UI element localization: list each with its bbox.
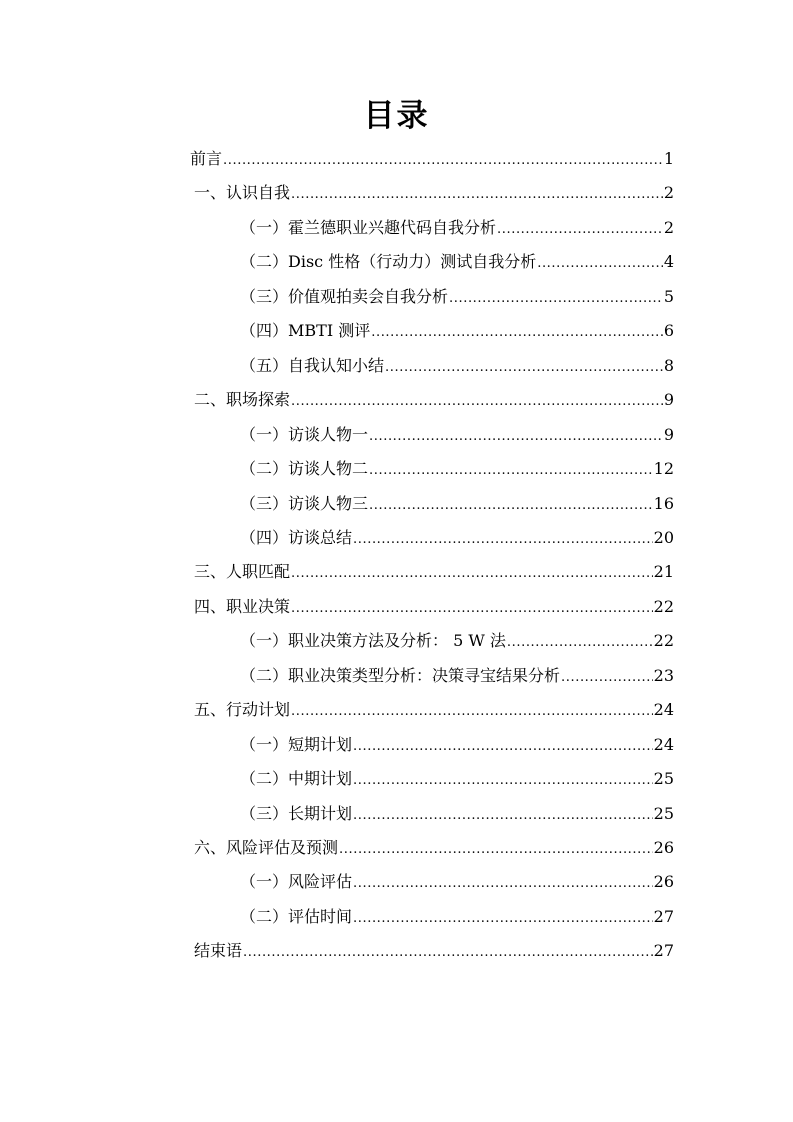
toc-entry-label: （一）访谈人物一 <box>240 424 369 444</box>
toc-entry[interactable] <box>240 521 674 555</box>
toc-dot-leader <box>561 659 653 695</box>
toc-entry-page-number: 26 <box>653 872 674 892</box>
toc-entry[interactable] <box>240 245 674 279</box>
toc-entry-page-number: 27 <box>653 906 674 926</box>
toc-entry-label: （二）评估时间 <box>240 906 353 926</box>
toc-dot-leader <box>291 176 663 212</box>
toc-entry-label: 一、认识自我 <box>194 183 291 203</box>
toc-entry[interactable] <box>240 349 674 383</box>
toc-entry-label: 四、职业决策 <box>194 596 291 616</box>
toc-entry-page-number: 22 <box>653 631 674 651</box>
toc-dot-leader <box>369 487 653 523</box>
toc-entry-page-number: 2 <box>663 183 674 203</box>
toc-entry-page-number: 9 <box>663 390 674 410</box>
toc-dot-leader <box>507 624 653 660</box>
toc-entry[interactable] <box>194 383 674 417</box>
toc-entry-page-number: 4 <box>663 252 674 272</box>
toc-entry[interactable] <box>240 487 674 521</box>
toc-dot-leader <box>371 314 663 350</box>
toc-entry-label: （四）访谈总结 <box>240 527 353 547</box>
toc-entry[interactable] <box>194 934 674 968</box>
toc-entry-page-number: 24 <box>653 700 674 720</box>
toc-entry-page-number: 6 <box>663 321 674 341</box>
toc-entry[interactable] <box>240 314 674 348</box>
toc-entry[interactable] <box>240 762 674 796</box>
toc-entry-page-number: 2 <box>663 217 674 237</box>
toc-entry-label: （一）风险评估 <box>240 872 353 892</box>
toc-dot-leader <box>369 418 663 454</box>
toc-dot-leader <box>291 590 653 626</box>
toc-entry-label: 六、风险评估及预测 <box>194 838 339 857</box>
toc-dot-leader <box>369 452 653 488</box>
toc-entry-page-number: 24 <box>653 734 674 754</box>
toc-entry-label: 五、行动计划 <box>194 700 291 720</box>
toc-entry-label: （五）自我认知小结 <box>240 355 385 375</box>
toc-dot-leader <box>339 831 653 867</box>
toc-entry[interactable] <box>240 211 674 245</box>
toc-dot-leader <box>353 521 653 557</box>
toc-entry-label: （三）长期计划 <box>240 803 353 823</box>
toc-dot-leader <box>291 693 653 729</box>
toc-entry-label: （三）访谈人物三 <box>240 493 369 513</box>
toc-entry-page-number: 8 <box>663 355 674 375</box>
toc-entry-label: （二）中期计划 <box>240 769 353 789</box>
toc-entry[interactable] <box>240 659 674 693</box>
toc-entry-page-number: 5 <box>663 286 674 306</box>
toc-dot-leader <box>449 280 663 316</box>
toc-entry-label: 结束语 <box>194 941 243 961</box>
toc-entry[interactable] <box>240 865 674 899</box>
toc-entry-page-number: 12 <box>653 459 674 479</box>
toc-entry-page-number: 26 <box>653 838 674 857</box>
toc-dot-leader <box>497 211 663 247</box>
toc-dot-leader <box>223 142 663 178</box>
toc-dot-leader <box>385 349 663 385</box>
toc-entry-label: 二、职场探索 <box>194 390 291 410</box>
toc-entry-label: （一）短期计划 <box>240 734 353 754</box>
toc-entry-label: （三）价值观拍卖会自我分析 <box>240 286 449 306</box>
toc-entry[interactable] <box>240 418 674 452</box>
toc-dot-leader <box>353 762 653 798</box>
toc-entry-label: （二）Disc 性格（行动力）测试自我分析 <box>240 252 537 272</box>
toc-entry-page-number: 20 <box>653 527 674 547</box>
toc-entry[interactable] <box>240 797 674 831</box>
toc-entry-page-number: 22 <box>653 596 674 616</box>
page-title: 目录 <box>363 98 430 134</box>
toc-entry[interactable] <box>194 590 674 624</box>
toc-entry-page-number: 9 <box>663 424 674 444</box>
toc-entry-label: （二）职业决策类型分析：决策寻宝结果分析 <box>240 665 561 685</box>
toc-dot-leader <box>537 245 663 281</box>
toc-entry-page-number: 25 <box>653 769 674 789</box>
toc-dot-leader <box>291 555 653 591</box>
toc-entry-page-number: 21 <box>653 562 674 582</box>
toc-entry[interactable] <box>240 728 674 762</box>
toc-dot-leader <box>291 383 663 419</box>
toc-entry[interactable] <box>194 693 674 727</box>
toc-dot-leader <box>353 865 653 901</box>
toc-dot-leader <box>353 728 653 764</box>
toc-entry[interactable] <box>194 831 674 865</box>
toc-entry[interactable] <box>240 452 674 486</box>
toc-entry-label: （四）MBTI 测评 <box>240 321 371 341</box>
toc-entry-label: （一）职业决策方法及分析： 5 W 法 <box>240 631 506 651</box>
toc-entry-label: （一）霍兰德职业兴趣代码自我分析 <box>240 217 497 237</box>
toc-entry-label: 三、人职匹配 <box>194 562 291 582</box>
toc-entry-page-number: 23 <box>653 665 674 685</box>
toc-entry[interactable] <box>240 900 674 934</box>
toc-dot-leader <box>243 934 653 970</box>
toc-entry-page-number: 25 <box>653 803 674 823</box>
toc-entry-page-number: 27 <box>653 941 674 961</box>
toc-entry[interactable] <box>240 624 674 658</box>
toc-entry-page-number: 16 <box>653 493 674 513</box>
toc-entry-label: 前言 <box>190 149 223 168</box>
toc-dot-leader <box>353 797 653 833</box>
toc-entry-page-number: 1 <box>663 149 674 168</box>
toc-entry[interactable] <box>190 142 674 176</box>
toc-entry[interactable] <box>194 555 674 589</box>
toc-dot-leader <box>353 900 653 936</box>
toc-entry[interactable] <box>194 176 674 210</box>
toc-entry[interactable] <box>240 280 674 314</box>
toc-entry-label: （二）访谈人物二 <box>240 459 369 479</box>
